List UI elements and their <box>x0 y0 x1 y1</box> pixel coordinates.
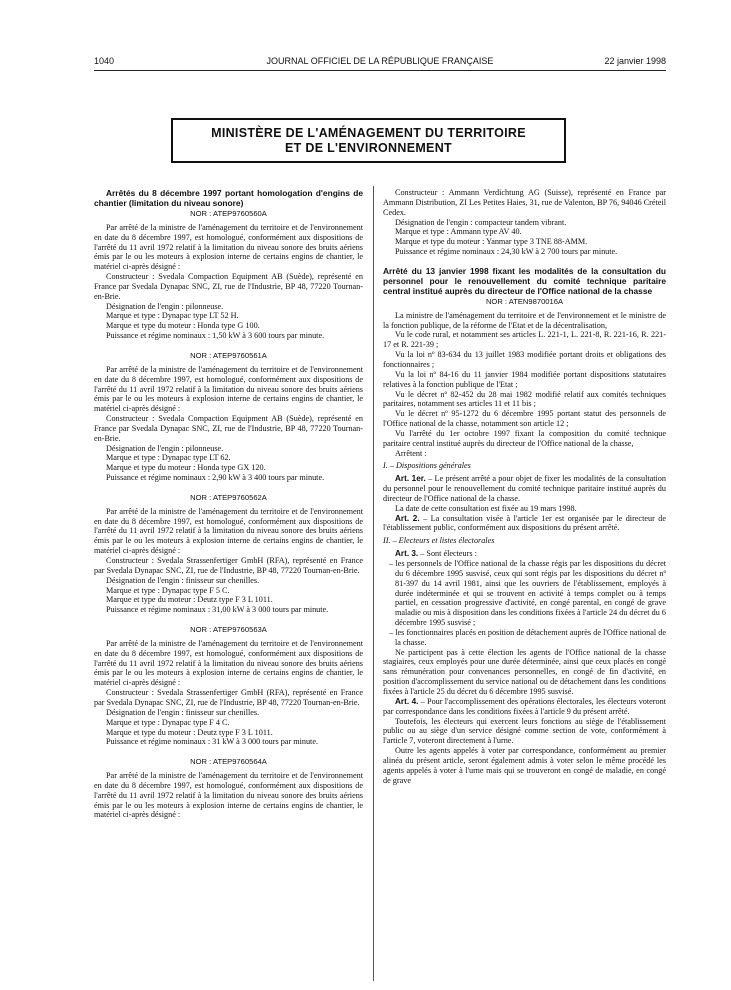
visa: Vu la loi nº 84-16 du 11 janvier 1984 modifiée portant dispositions statutaires relatives à la fonction publique de l'Etat ; <box>383 369 666 389</box>
article-label: Art. 2. <box>395 513 420 523</box>
nor-reference: NOR : ATEP9760563A <box>190 625 267 635</box>
column-separator <box>373 186 374 981</box>
engine-text: Marque et type du moteur : Yanmar type 3 TNE 88-AMM. <box>395 237 588 247</box>
article-1 <box>383 474 666 504</box>
decree-title: Arrêté du 13 janvier 1998 fixant les modalités de la consultation du personnel pour le renouvellement du comité technique paritaire central institué auprès du directeur de l'Office national de la chasse <box>383 265 666 296</box>
issue-date: 22 janvier 1998 <box>604 56 666 66</box>
decree-intro: Par arrêté de la ministre de l'aménagement du territoire et de l'environnement en date du 8 décembre 1997, est homologué, conformément aux dispositions de l'arrêté du 11 avril 1972 relatif à la limitation du niveau sonore des bruits aériens émis par le ou les moteurs à explosion interne de certains engins de chantier, le matériel ci-après désigné : <box>94 506 363 556</box>
visa: Vu le décret nº 95-1272 du 6 décembre 1995 portant statut des personnels de l'Office national de la chasse, notamment son article 12 ; <box>383 409 666 429</box>
designation-text: Désignation de l'engin : pilonneuse. <box>106 301 224 311</box>
article-3 <box>383 549 666 559</box>
right-column <box>383 188 666 785</box>
article-label: Art. 3. <box>395 549 419 559</box>
ministry-line-1: MINISTÈRE DE L'AMÉNAGEMENT DU TERRITOIRE <box>211 126 526 140</box>
header-rule <box>94 70 666 71</box>
preamble: La ministre de l'aménagement du territoire et de l'environnement et le ministre de la fonction publique, de la réforme de l'Etat et de la décentralisation, <box>383 310 666 330</box>
power-text: Puissance et régime nominaux : 31,00 kW à 3 000 tours par minute. <box>106 605 329 615</box>
article-label: Art. 4. <box>395 696 419 706</box>
nor-reference: NOR : ATEP9760562A <box>190 492 267 502</box>
nor-reference: NOR : ATEP9760561A <box>190 350 267 360</box>
left-column <box>94 188 363 820</box>
article-label: Art. 1er. <box>395 474 426 484</box>
constructor-text: Constructeur : Svedala Strassenfertiger GmbH (RFA), représenté en France par Svedala Dynapac SNC, ZI, rue de l'Industrie, BP 48, 77220 Tournan-en-Brie. <box>94 688 363 707</box>
section-heading: II. – Electeurs et listes électorales <box>383 536 495 546</box>
engine-text: Marque et type du moteur : Honda type GX 120. <box>106 463 266 473</box>
power-text: Puissance et régime nominaux : 31 kW à 3 000 tours par minute. <box>106 737 318 747</box>
section-heading: I. – Dispositions générales <box>383 461 471 471</box>
page-header <box>94 56 666 70</box>
page-number: 1040 <box>94 56 115 66</box>
journal-title: JOURNAL OFFICIEL DE LA RÉPUBLIQUE FRANÇAISE <box>266 56 494 66</box>
visa: Vu la loi nº 83-634 du 13 juillet 1983 modifiée portant droits et obligations des fonctionnaires ; <box>383 350 666 369</box>
engine-text: Marque et type du moteur : Honda type G 100. <box>106 321 260 331</box>
power-text: Puissance et régime nominaux : 2,90 kW à 3 400 tours par minute. <box>106 473 325 483</box>
constructor-text: Constructeur : Ammann Verdichtung AG (Suisse), représenté en France par Ammann Distribution, ZI Les Petites Haies, 31, rue de Valenton, BP 76, 94046 Créteil Cedex. <box>383 188 666 217</box>
article-text: – Pour l'accomplissement des opérations électorales, les électeurs voteront par correspondance dans les conditions fixées à l'article 9 du présent arrêté. <box>383 696 666 716</box>
brand-type-text: Marque et type : Dynapac type F 4 C. <box>106 717 230 727</box>
brand-type-text: Marque et type : Dynapac type LT 62. <box>106 453 231 463</box>
designation-text: Désignation de l'engin : finisseur sur chenilles. <box>106 575 260 585</box>
article-text: – Le présent arrêté a pour objet de fixer les modalités de la consultation du personnel pour le renouvellement du comité technique paritaire institué auprès du directeur de l'Office national de la chasse. <box>383 474 666 503</box>
exclusions-paragraph: Ne participent pas à cette élection les agents de l'Office national de la chasse stagiaires, ceux employés pour une durée déterminée, ainsi que ceux placés en congé sans rémunération pour convenances personnelles, en congé de fin d'activité, en position d'accomplissement du service national ou de détachement dans les conditions fixées à l'article 25 du décret du 6 décembre 1995 susvisé. <box>383 647 666 696</box>
nor-reference: NOR : ATEP9760560A <box>190 209 267 218</box>
ministry-line-2: ET DE L'ENVIRONNEMENT <box>285 141 452 155</box>
visa: Vu l'arrêté du 1er octobre 1997 fixant la composition du comité technique paritaire central institué auprès du directeur de l'Office national de la chasse, <box>383 428 666 448</box>
list-item: – les personnels de l'Office national de la chasse régis par les dispositions du décret du 6 décembre 1995 susvisé, ceux qui sont régis par les dispositions du décret nº 81-397 du 14 avril 1981, ainsi que les ouvriers de l'établissement, employés à durée indéterminée et qui se trouvent en activité à temps complet ou à temps partiel, en cessation progressive d'activité, en congé parental, en congé de grave maladie ou mis à disposition dans les conditions fixées à l'article 24 du décret du 6 décembre 1995 susvisé ; <box>389 559 666 628</box>
article-text: – La consultation visée à l'article 1er est organisée par le directeur de l'établissement public, conformément aux dispositions du présent arrêté. <box>383 513 666 533</box>
engine-text: Marque et type du moteur : Deutz type F 3 L 1011. <box>106 595 273 605</box>
ministry-box <box>171 118 566 163</box>
constructor-text: Constructeur : Svedala Strassenfertiger GmbH (RFA), représenté en France par Svedala Dynapac SNC, ZI, rue de l'Industrie, BP 48, 77220 Tournan-en-Brie. <box>94 556 363 575</box>
power-text: Puissance et régime nominaux : 1,50 kW à 3 600 tours par minute. <box>106 331 325 341</box>
article-1-date: La date de cette consultation est fixée au 19 mars 1998. <box>395 503 577 513</box>
arretent: Arrêtent : <box>395 448 427 458</box>
engine-text: Marque et type du moteur : Deutz type F 3 L 1011. <box>106 727 273 737</box>
designation-text: Désignation de l'engin : pilonneuse. <box>106 443 224 453</box>
visa: Vu le décret nº 82-452 du 28 mai 1982 modifié relatif aux comités techniques paritaires, notamment ses articles 11 et 11 bis ; <box>383 389 666 409</box>
decree-intro: Par arrêté de la ministre de l'aménagement du territoire et de l'environnement en date du 8 décembre 1997, est homologué, conformément aux dispositions de l'arrêté du 11 avril 1972 relatif à la limitation du niveau sonore des bruits aériens émis par le ou les moteurs à explosion interne de certains engins de chantier, le matériel ci-après désigné : <box>94 638 363 688</box>
constructor-text: Constructeur : Svedala Compaction Equipment AB (Suède), représenté en France par Svedala Dynapac SNC, ZI, rue de l'Industrie, BP 48, 77220 Tournan-en-Brie. <box>94 272 363 301</box>
brand-type-text: Marque et type : Ammann type AV 40. <box>395 227 522 237</box>
constructor-text: Constructeur : Svedala Compaction Equipment AB (Suède), représenté en France par Svedala Dynapac SNC, ZI, rue de l'Industrie, BP 48, 77220 Tournan-en-Brie. <box>94 414 363 443</box>
nor-reference: NOR : ATEP9760564A <box>190 757 267 767</box>
article-4-paragraph: Outre les agents appelés à voter par correspondance, conformément au premier alinéa du présent article, seront également admis à voter selon le même procédé les agents appelés à voter à l'urne mais qui se trouveront en congé de maladie, en congé de grave <box>383 746 666 785</box>
article-4 <box>383 697 666 717</box>
article-2 <box>383 514 666 534</box>
brand-type-text: Marque et type : Dynapac type F 5 C. <box>106 585 230 595</box>
designation-text: Désignation de l'engin : compacteur tandem vibrant. <box>395 217 567 227</box>
list-item: – les fonctionnaires placés en position de détachement auprès de l'Office national de la chasse. <box>389 627 666 647</box>
article-4-paragraph: Toutefois, les électeurs qui exercent leurs fonctions au siège de l'établissement public ou au siège d'un service désigné comme section de vote, conformément à l'article 7, voteront directement à l'urne. <box>383 716 666 746</box>
article-text: – Sont électeurs : <box>418 549 477 559</box>
decree-intro: Par arrêté de la ministre de l'aménagement du territoire et de l'environnement en date du 8 décembre 1997, est homologué, conformément aux dispositions de l'arrêté du 11 avril 1972 relatif à la limitation du niveau sonore des bruits aériens émis par le ou les moteurs à explosion interne de certains engins de chantier, le matériel ci-après désigné : <box>94 364 363 414</box>
decree-intro: Par arrêté de la ministre de l'aménagement du territoire et de l'environnement en date du 8 décembre 1997, est homologué, conformément aux dispositions de l'arrêté du 11 avril 1972 relatif à la limitation du niveau sonore des bruits aériens émis par le ou les moteurs à explosion interne de certains engins de chantier, le matériel ci-après désigné : <box>94 222 363 272</box>
visa: Vu le code rural, et notamment ses articles L. 221-1, L. 221-8, R. 221-16, R. 221-17 et R. 221-39 ; <box>383 330 666 350</box>
designation-text: Désignation de l'engin : finisseur sur chenilles. <box>106 707 260 717</box>
brand-type-text: Marque et type : Dynapac type LT 52 H. <box>106 311 239 321</box>
nor-reference: NOR : ATEN9870016A <box>485 296 564 306</box>
decree-intro: Par arrêté de la ministre de l'aménagement du territoire et de l'environnement en date du 8 décembre 1997, est homologué, conformément aux dispositions de l'arrêté du 11 avril 1972 relatif à la limitation du niveau sonore des bruits aériens émis par le ou les moteurs à explosion interne de certains engins de chantier, le matériel ci-après désigné : <box>94 771 363 820</box>
power-text: Puissance et régime nominaux : 24,30 kW à 2 700 tours par minute. <box>395 247 618 257</box>
decree-title: Arrêtés du 8 décembre 1997 portant homologation d'engins de chantier (limitation du niveau sonore) <box>94 188 363 208</box>
